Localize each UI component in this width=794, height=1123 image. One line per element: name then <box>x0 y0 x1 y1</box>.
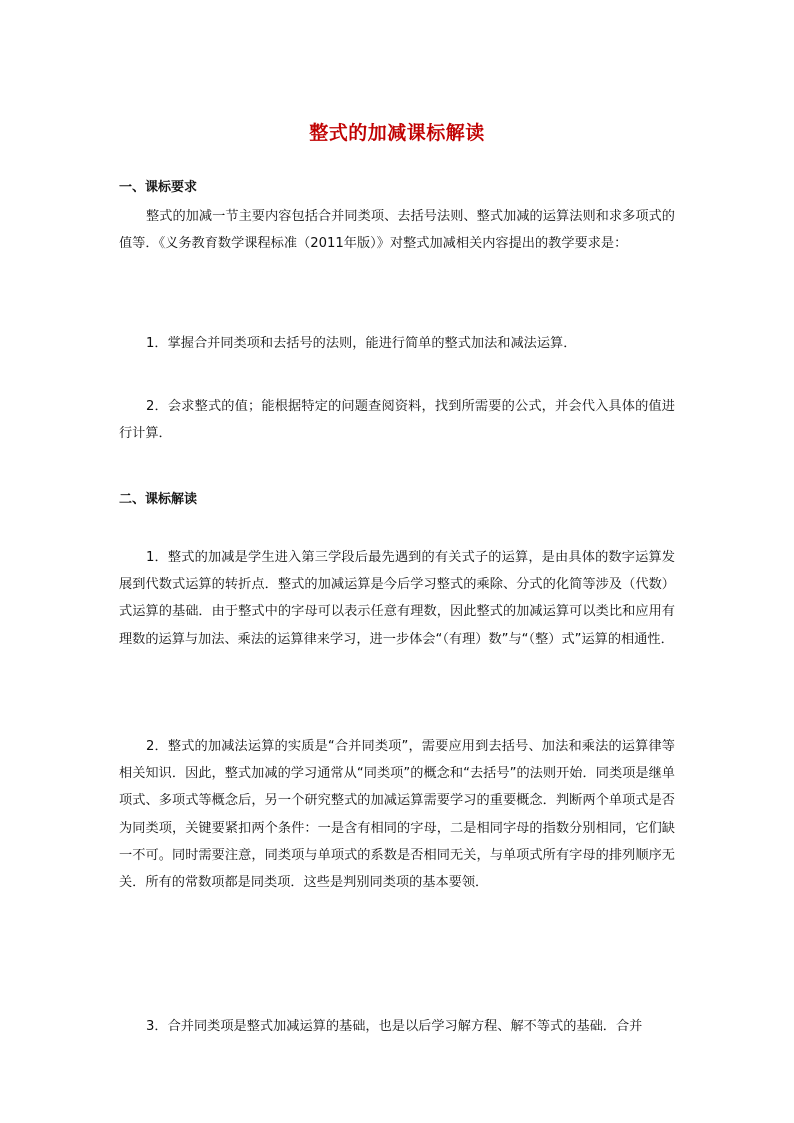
interpretation-item-2: 2．整式的加减法运算的实质是“合并同类项”，需要应用到去括号、加法和乘法的运算律等相关知识．因此，整式加减的学习通常从“同类项”的概念和“去括号”的法则开始．同类项是继单项式、多项式等概念后，另一个研究整式的加减运算需要学习的重要概念．判断两个单项式是否为同类项，关键要紧扣两个条件：一是含有相同的字母，二是相同字母的指数分别相同，它们缺一不可。同时需要注意，同类项与单项式的系数是否相同无关，与单项式所有字母的排列顺序无关．所有的常数项都是同类项．这些是判别同类项的基本要领． <box>119 739 675 891</box>
interpretation-item-1: 1．整式的加减是学生进入第三学段后最先遇到的有关式子的运算，是由具体的数字运算发展到代数式运算的转折点．整式的加减运算是今后学习整式的乘除、分式的化简等涉及（代数）式运算的基础．由于整式中的字母可以表示任意有理数，因此整式的加减运算可以类比和应用有理数的运算与加法、乘法的运算律来学习，进一步体会“（有理）数”与“（整）式”运算的相通性． <box>119 550 675 647</box>
section-heading-requirements: 一、课标要求 <box>119 180 198 195</box>
interpretation-item-3: 3．合并同类项是整式加减运算的基础，也是以后学习解方程、解不等式的基础．合并 <box>146 1019 643 1034</box>
requirements-intro-paragraph: 整式的加减一节主要内容包括合并同类项、去括号法则、整式加减的运算法则和求多项式的值等．《义务教育数学课程标准（2011年版）》对整式加减相关内容提出的教学要求是： <box>119 209 675 252</box>
requirement-item-1: 1．掌握合并同类项和去括号的法则，能进行简单的整式加法和减法运算． <box>146 336 577 351</box>
section-heading-interpretation: 二、课标解读 <box>119 492 198 507</box>
document-title: 整式的加减课标解读 <box>309 122 485 144</box>
requirement-item-2: 2．会求整式的值；能根据特定的问题查阅资料，找到所需要的公式，并会代入具体的值进行计算． <box>119 399 675 442</box>
